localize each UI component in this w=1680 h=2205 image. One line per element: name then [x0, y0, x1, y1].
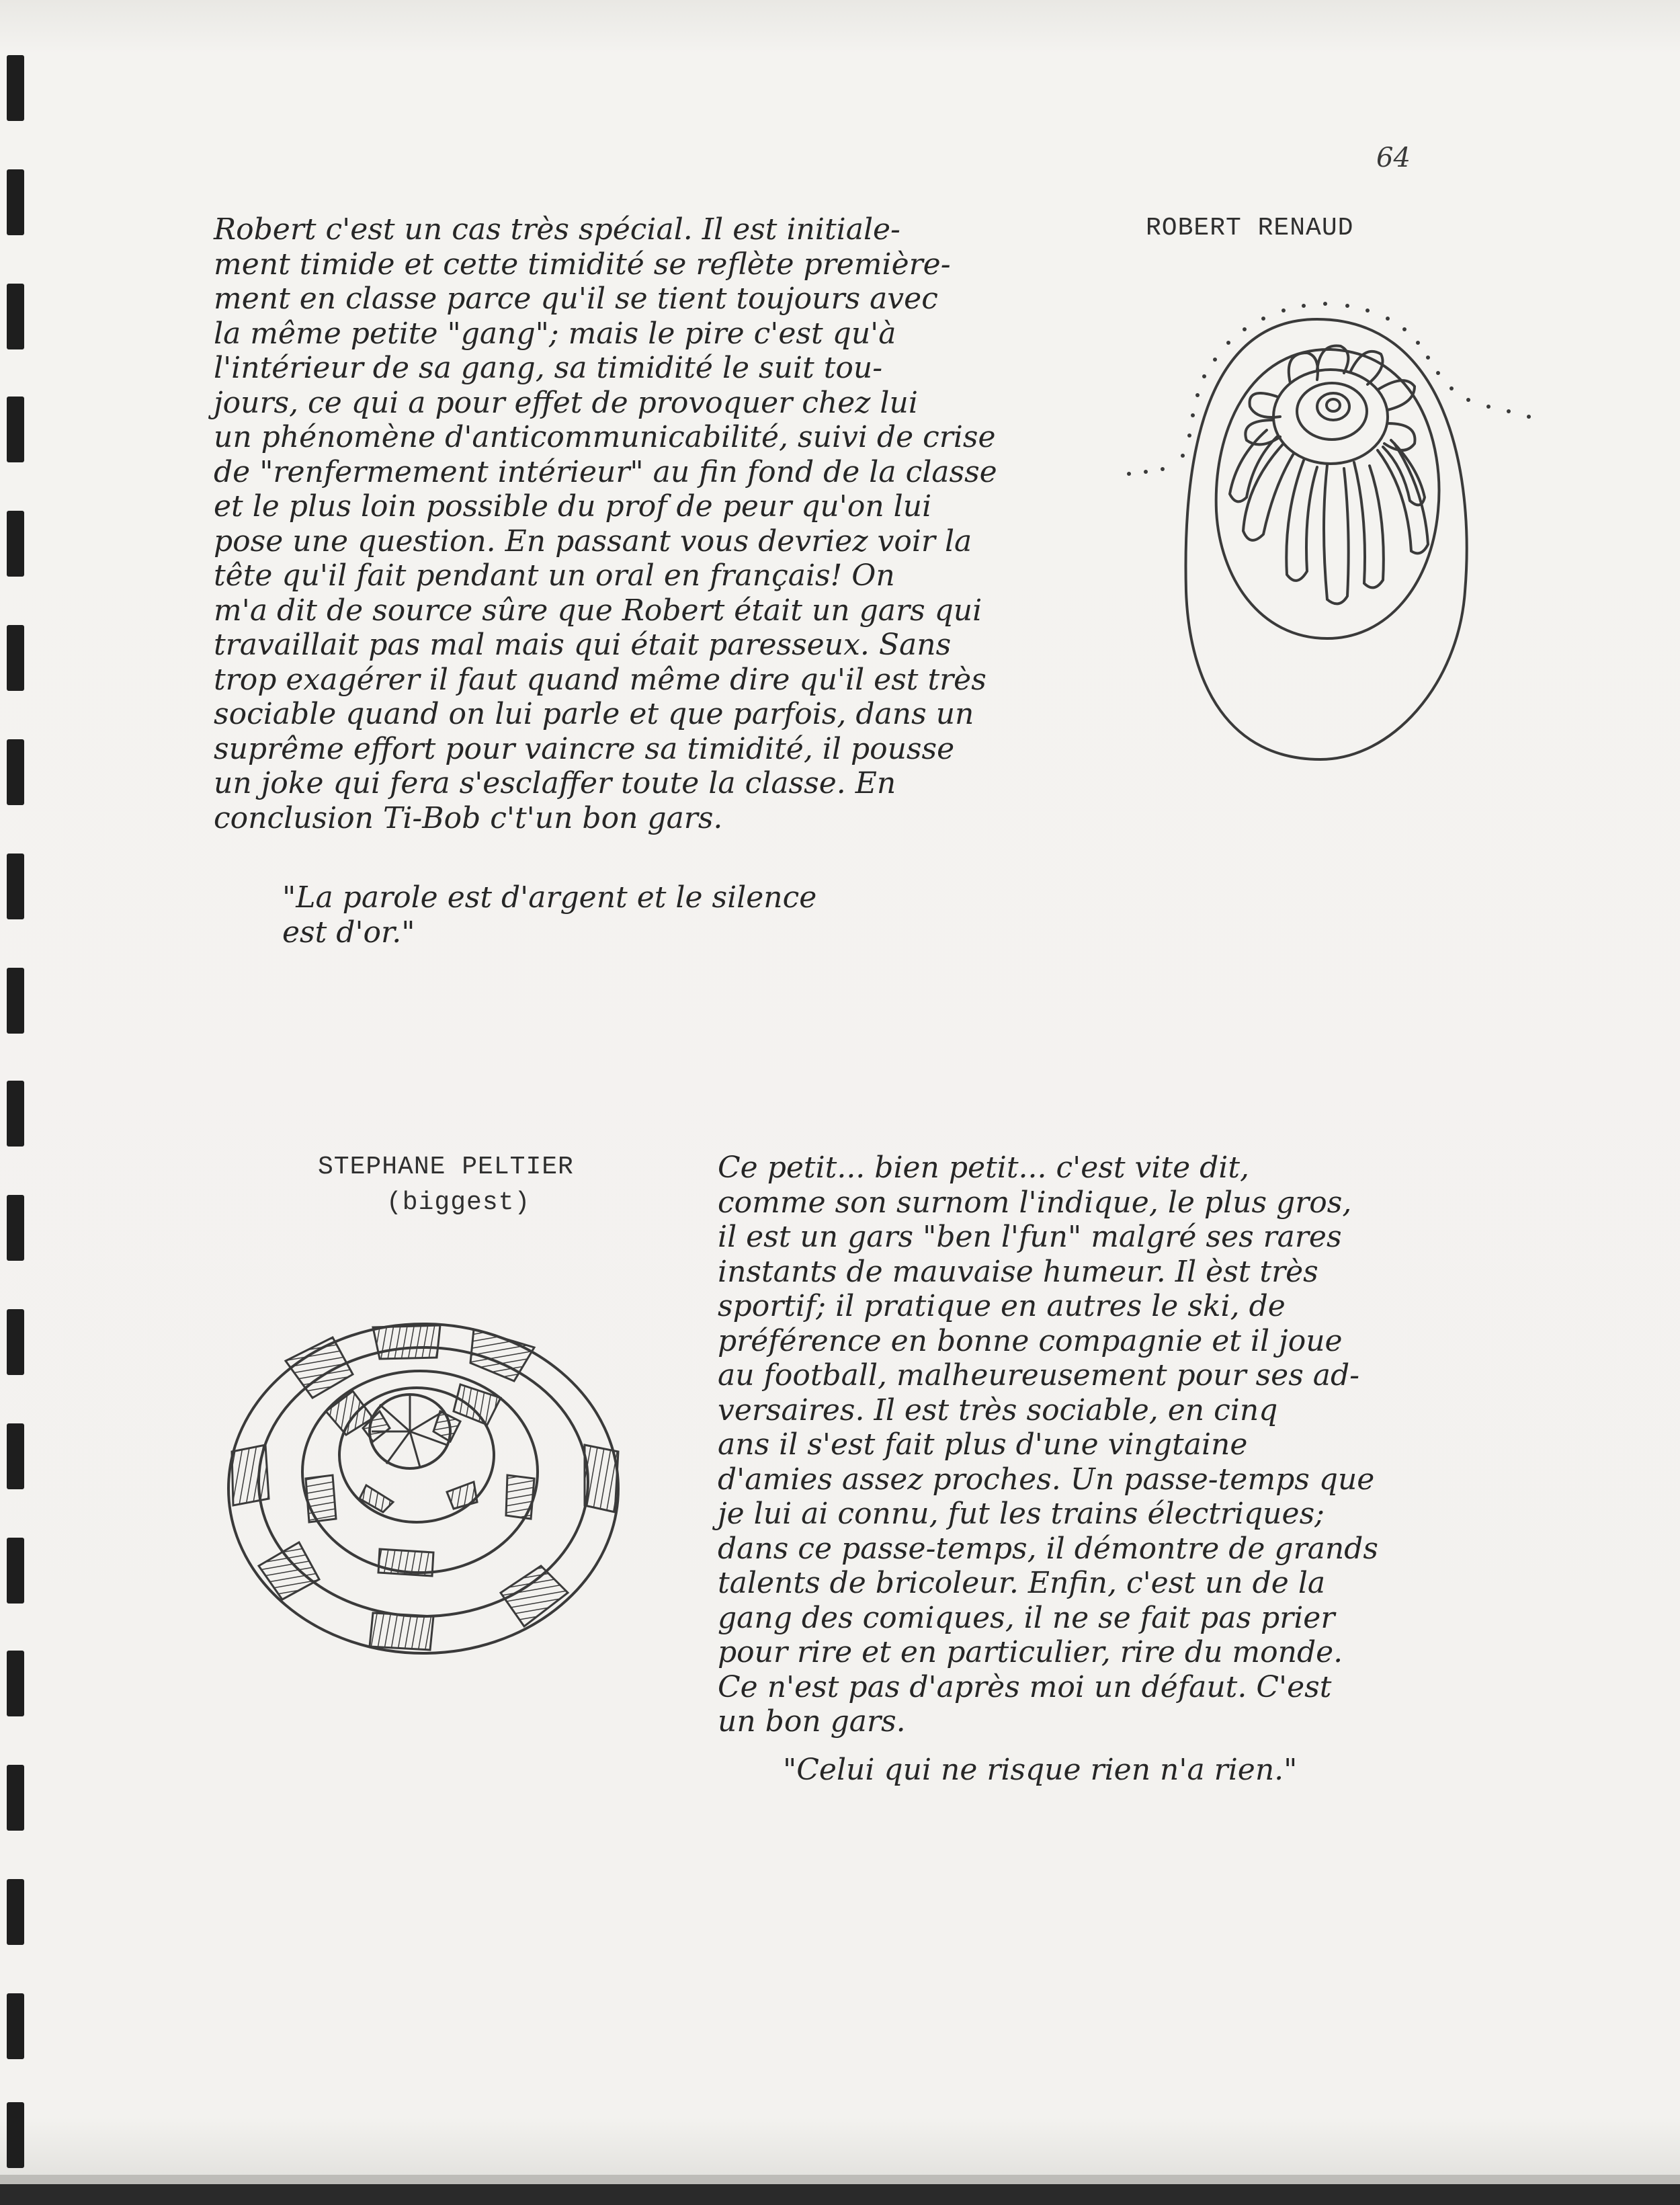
- stephane-quote: "Celui qui ne risque rien n'a rien.": [783, 1753, 1298, 1787]
- text-line: un bon gars.: [718, 1704, 906, 1739]
- binder-hole: [7, 968, 24, 1034]
- stephane-circle-drawing: [218, 1310, 635, 1687]
- text-line: talents de bricoleur. Enfin, c'est un de la: [718, 1566, 1326, 1600]
- text-line: gang des comiques, il ne se fait pas prier: [718, 1600, 1335, 1635]
- text-line: et le plus loin possible du prof de peur qu'on lui: [214, 489, 932, 524]
- text-line: Robert c'est un cas très spécial. Il est initiale-: [214, 212, 900, 247]
- text-line: instants de mauvaise humeur. Il èst très: [718, 1254, 1318, 1289]
- text-line: ment en classe parce qu'il se tient toujours avec: [214, 282, 938, 316]
- binder-hole: [7, 1879, 24, 1945]
- binder-hole: [7, 2102, 24, 2168]
- binder-hole: [7, 1538, 24, 1604]
- text-line: Ce n'est pas d'après moi un défaut. C'est: [718, 1669, 1332, 1704]
- stephane-description: [718, 1151, 1378, 1739]
- text-line: comme son surnom l'indique, le plus gros,: [718, 1185, 1352, 1220]
- text-line: dans ce passe-temps, il démontre de grands: [718, 1531, 1378, 1566]
- text-line: la même petite "gang"; mais le pire c'est qu'à: [214, 316, 896, 351]
- text-line: jours, ce qui a pour effet de provoquer chez lui: [214, 385, 918, 420]
- page-number: 64: [1376, 142, 1411, 173]
- binder-hole: [7, 1081, 24, 1147]
- text-line: il est un gars "ben l'fun" malgré ses rares: [718, 1220, 1342, 1254]
- binder-hole: [7, 511, 24, 577]
- binder-hole: [7, 1423, 24, 1489]
- text-line: d'amies assez proches. Un passe-temps que: [718, 1462, 1375, 1497]
- text-line: de "renfermement intérieur" au fin fond de la classe: [214, 454, 997, 489]
- text-line: ans il s'est fait plus d'une vingtaine: [718, 1427, 1248, 1462]
- robert-egg-drawing: [1082, 296, 1586, 780]
- robert-quote: [282, 880, 816, 950]
- binder-hole: [7, 284, 24, 349]
- text-line: ment timide et cette timidité se reflète première-: [214, 247, 951, 282]
- text-line: suprême effort pour vaincre sa timidité, il pousse: [214, 731, 955, 766]
- student-name-stephane: STEPHANE PELTIER: [318, 1153, 574, 1181]
- binder-hole: [7, 55, 24, 121]
- binder-hole: [7, 1195, 24, 1261]
- text-line: m'a dit de source sûre que Robert était un gars qui: [214, 593, 982, 628]
- text-line: travaillait pas mal mais qui était paresseux. Sans: [214, 628, 952, 662]
- text-line: préférence en bonne compagnie et il joue: [718, 1323, 1343, 1358]
- text-line: pour rire et en particulier, rire du monde.: [718, 1635, 1343, 1669]
- quote-line: "La parole est d'argent et le silence: [282, 880, 817, 915]
- student-nickname-stephane: (biggest): [386, 1188, 531, 1217]
- binder-hole: [7, 397, 24, 462]
- quote-line: est d'or.": [282, 915, 415, 950]
- text-line: sportif; il pratique en autres le ski, de: [718, 1289, 1286, 1323]
- binder-hole: [7, 739, 24, 805]
- binder-hole: [7, 854, 24, 919]
- text-line: trop exagérer il faut quand même dire qu'il est très: [214, 662, 986, 697]
- text-line: je lui ai connu, fut les trains électriques;: [718, 1497, 1325, 1531]
- binder-hole: [7, 625, 24, 691]
- student-name-robert: ROBERT RENAUD: [1146, 214, 1354, 243]
- text-line: versaires. Il est très sociable, en cinq: [718, 1392, 1278, 1427]
- text-line: un phénomène d'anticommunicabilité, suivi de crise: [214, 420, 996, 454]
- text-line: conclusion Ti-Bob c't'un bon gars.: [214, 800, 723, 835]
- binder-hole: [7, 1765, 24, 1831]
- text-line: sociable quand on lui parle et que parfois, dans un: [214, 697, 974, 731]
- text-line: pose une question. En passant vous devriez voir la: [214, 524, 972, 558]
- binder-hole: [7, 1309, 24, 1375]
- binder-hole: [7, 1993, 24, 2059]
- robert-description: [214, 212, 997, 835]
- text-line: tête qu'il fait pendant un oral en français! On: [214, 558, 895, 593]
- text-line: au football, malheureusement pour ses ad-: [718, 1358, 1360, 1392]
- page-bottom-shadow: [0, 2175, 1680, 2184]
- binder-hole: [7, 1651, 24, 1716]
- page-bottom-edge: [0, 2184, 1680, 2205]
- binder-hole: [7, 169, 24, 235]
- text-line: l'intérieur de sa gang, sa timidité le suit tou-: [214, 351, 883, 385]
- text-line: Ce petit... bien petit... c'est vite dit,: [718, 1151, 1250, 1185]
- text-line: un joke qui fera s'esclaffer toute la classe. En: [214, 766, 896, 800]
